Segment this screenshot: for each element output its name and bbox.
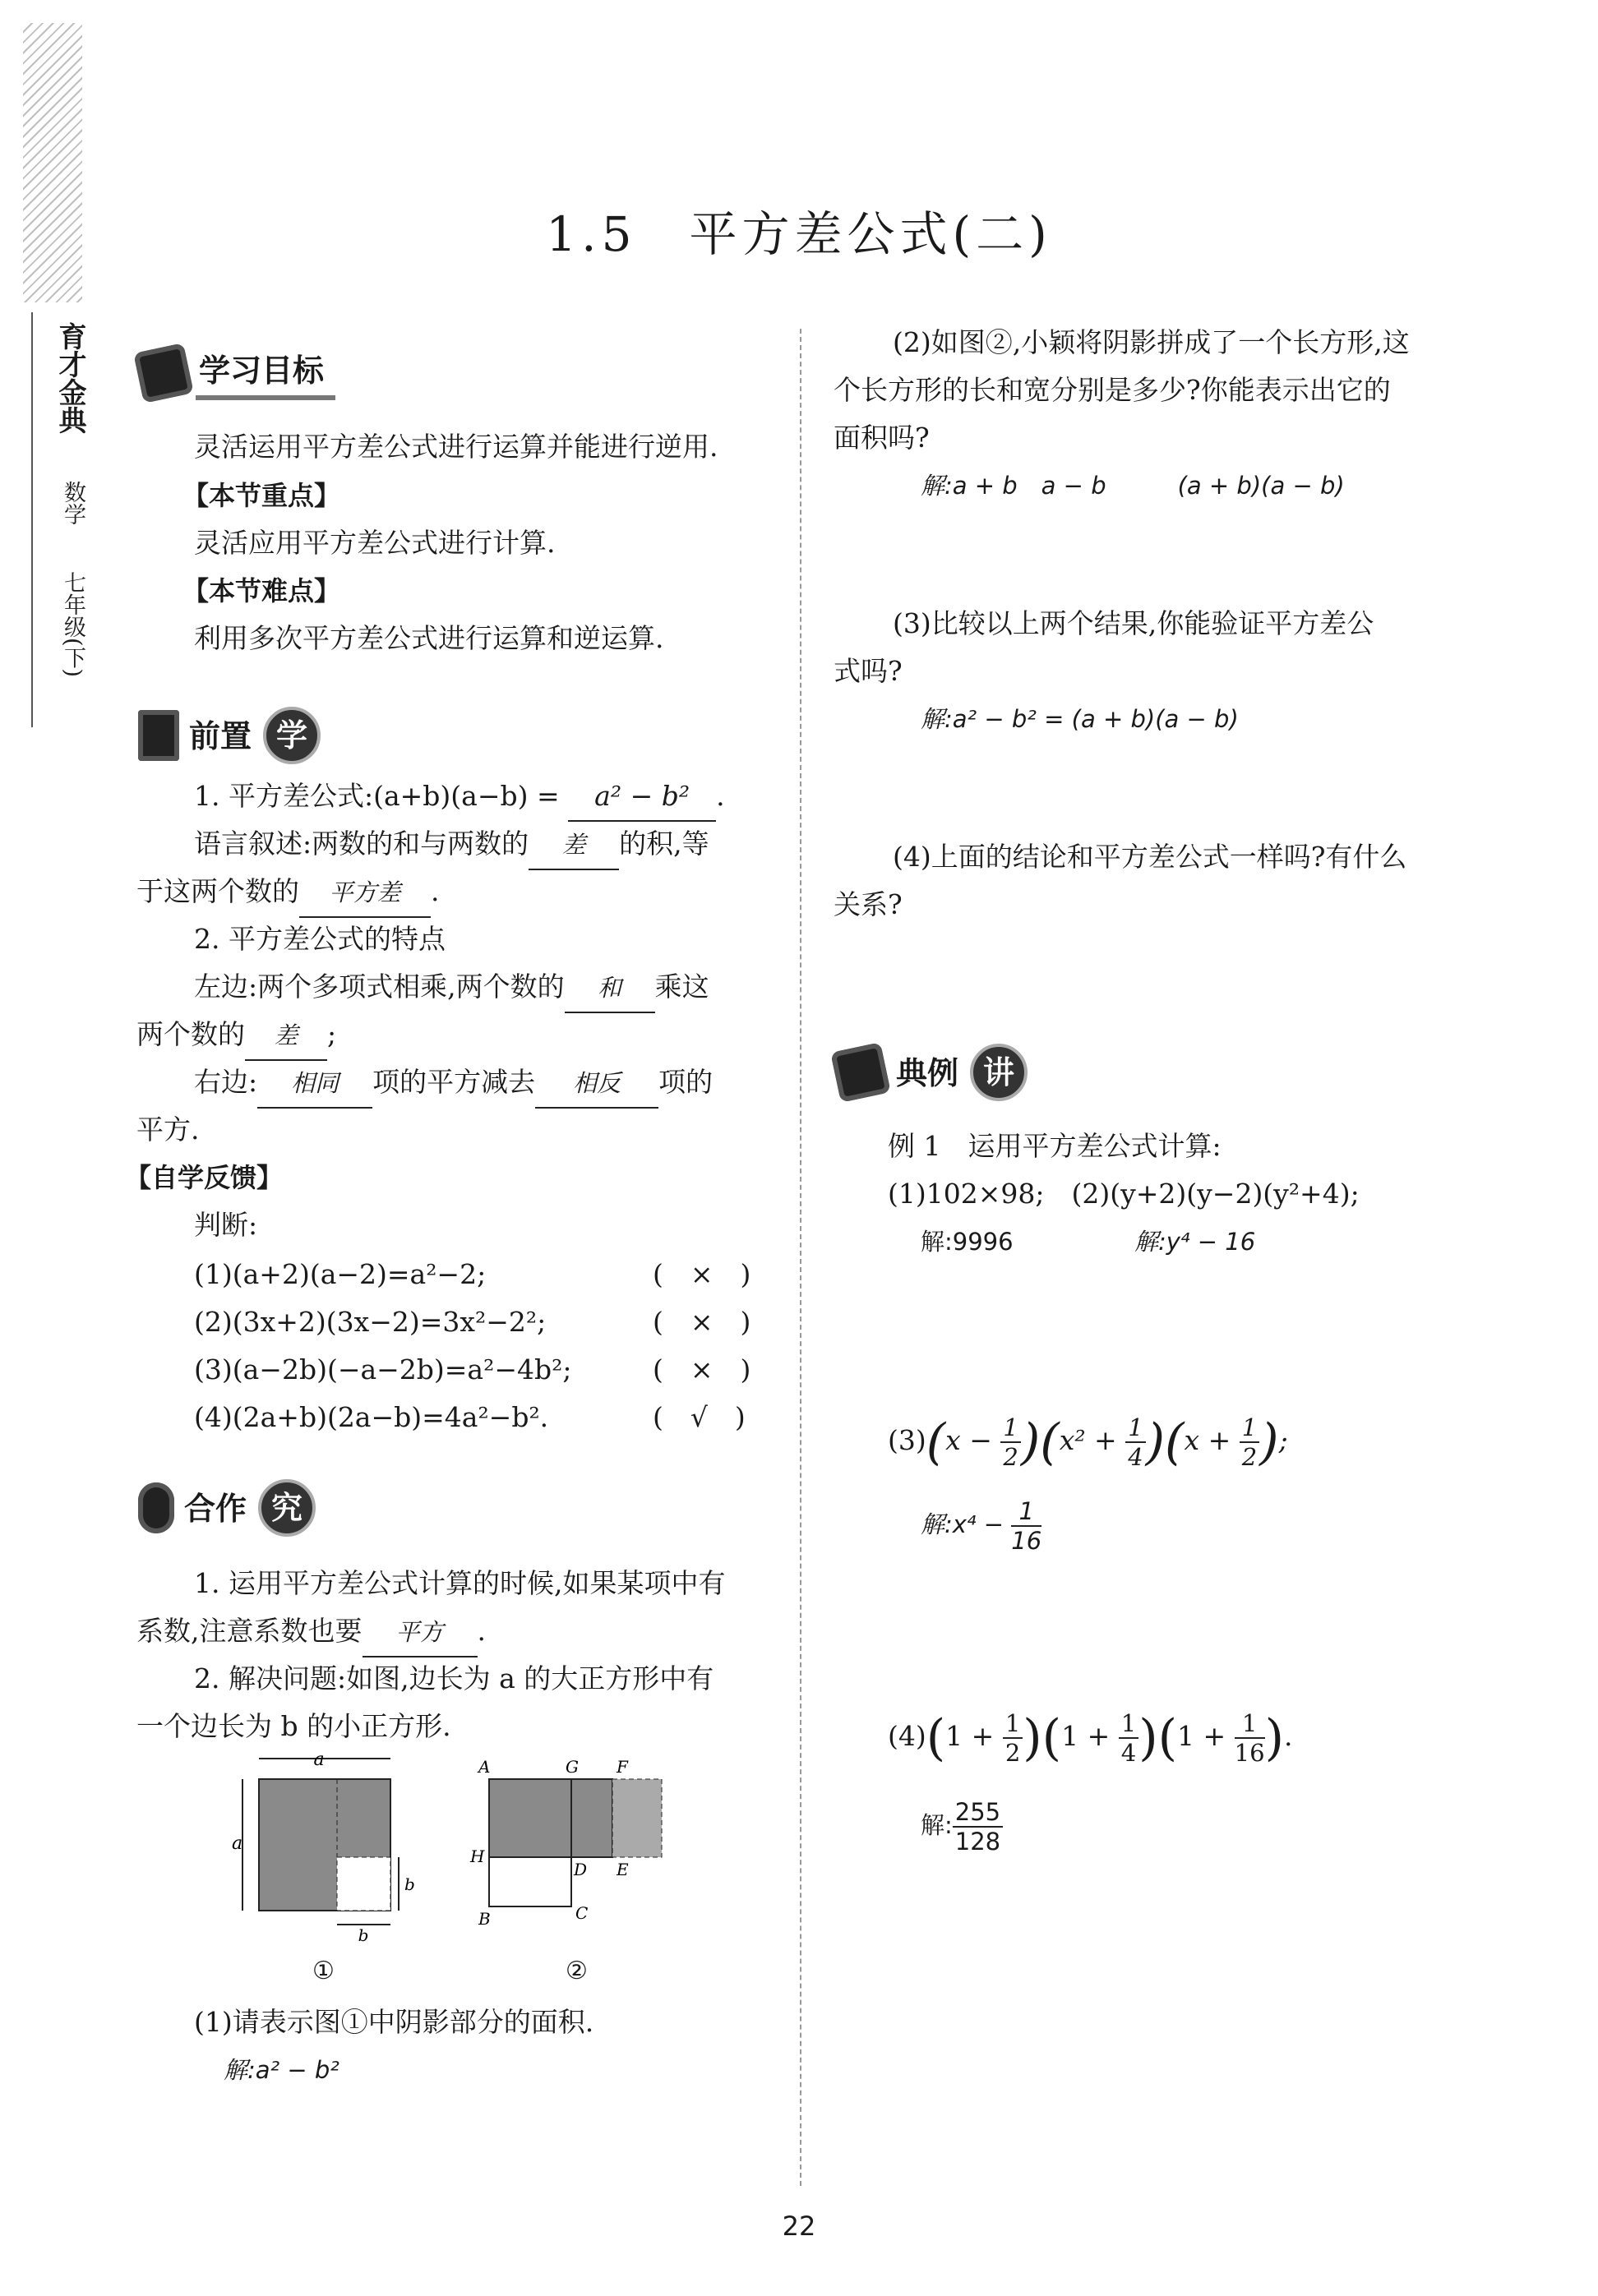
key-text: 灵活应用平方差公式进行计算. [194,527,556,559]
p1-answer: 解:a² − b² [224,2056,339,2084]
figure-2 [469,1750,690,1948]
numerator: 1 [1235,1709,1265,1739]
p3b-line: 式吗? [834,655,903,687]
lang-answer-2: 平方差 [299,869,431,918]
paren: )( [1138,1709,1178,1767]
coop-badge [138,1479,316,1537]
list-item [194,1346,769,1394]
left2-text: 两个数的 [136,1018,245,1050]
p4b-line: 关系? [834,888,903,920]
pre-study-label: 前置 [189,717,252,754]
judge-mark: × [690,1258,714,1290]
q2-line: 2. 平方差公式的特点 [194,923,446,955]
moved-rect [612,1779,662,1857]
list-item [194,1251,769,1298]
numerator: 1 [1240,1413,1259,1443]
ex3-term2: x² + [1059,1424,1126,1456]
figure-2-label: ② [566,1957,588,1985]
pre-study-circle: 学 [263,707,321,764]
lang2-line [136,868,440,918]
coop-circle: 究 [258,1479,316,1537]
fraction [1125,1413,1145,1471]
lang2-text: 于这两个数的 [136,875,299,907]
ex1-title: 例 1 运用平方差公式计算: [888,1130,1222,1162]
numerator: 1 [1003,1709,1023,1739]
small-square [337,1857,390,1911]
numerator: 1 [1119,1709,1138,1739]
fraction [1011,1497,1041,1555]
judge-mark: √ [690,1401,708,1433]
p3a-line: (3)比较以上两个结果,你能验证平方差公 [893,607,1374,639]
fraction [1119,1709,1138,1767]
fraction [1235,1709,1265,1767]
list-item [194,1394,769,1441]
c1b-text: 系数,注意系数也要 [136,1615,363,1647]
q1-line [194,772,725,822]
judge-list [194,1251,769,1441]
ex4-expression [888,1709,1292,1767]
ex3-answer-text: 解:x⁴ − [921,1510,1012,1538]
judge-mark: × [690,1306,714,1338]
denominator: 16 [1234,1739,1265,1767]
label-b-bottom: b [358,1925,369,1945]
right-side-mid: 项的平方减去 [372,1066,536,1098]
paren: ( [926,1709,946,1767]
lang-line [194,820,709,870]
ex4-answer [921,1798,1003,1856]
paren: ) [1259,1413,1279,1471]
judge-mark: × [690,1353,714,1385]
right-side-line [194,1058,713,1109]
p2-answer: 解:a + b a − b (a + b)(a − b) [921,472,1345,500]
denominator: 4 [1128,1443,1143,1471]
c1-line: 1. 运用平方差公式计算的时候,如果某项中有 [194,1567,726,1599]
c1b-line [136,1607,486,1657]
ex1-answer-2: 解:y⁴ − 16 [1134,1228,1256,1256]
judge-brackets: ( × ) [653,1306,751,1338]
example-circle: 讲 [970,1044,1028,1101]
ex3-expression [888,1413,1288,1471]
empty-rect [489,1857,571,1906]
label-G: G [566,1757,579,1777]
denominator: 2 [1241,1443,1258,1471]
q1-end: . [716,780,725,812]
left-side-end: 乘这 [654,970,709,1003]
label-b-right: b [404,1874,415,1894]
spine-line [31,312,33,727]
lang-text: 语言叙述:两数的和与两数的 [194,828,529,860]
p4a-line: (4)上面的结论和平方差公式一样吗?有什么 [893,841,1407,873]
q1-answer: a² − b² [568,772,716,822]
figure-1-label: ① [312,1957,335,1985]
label-a-left: a [232,1833,243,1854]
numerator: 1 [1011,1497,1041,1527]
ex3-term3: x + [1184,1424,1240,1456]
right-side-answer-2: 相反 [535,1059,658,1109]
left-side-line [194,963,709,1013]
key-heading: 【本节重点】 [182,480,341,511]
fraction [1003,1709,1023,1767]
fraction [953,1798,1003,1856]
goal-text: 灵活运用平方差公式进行运算并能进行逆用. [194,431,718,463]
numerator: 1 [1000,1413,1020,1443]
lang-answer-1: 差 [529,821,619,870]
paren: )( [1023,1709,1062,1767]
lang2-end: . [431,875,440,907]
thinking-person-icon [138,1482,174,1533]
ex3-label: (3) [888,1424,926,1456]
cube-icon [133,343,194,403]
p3-answer: 解:a² − b² = (a + b)(a − b) [921,705,1239,733]
label-A: A [478,1757,491,1777]
fraction [1000,1413,1020,1471]
ex1-items: (1)102×98; (2)(y+2)(y−2)(y²+4); [888,1178,1360,1210]
left2-end: ; [327,1018,337,1050]
p2a-line: (2)如图②,小颖将阴影拼成了一个长方形,这 [893,326,1410,358]
left-side-answer-2: 差 [245,1012,327,1061]
paren: )( [1145,1413,1185,1471]
difficulty-text: 利用多次平方差公式进行运算和逆运算. [194,622,664,654]
ex4-end: . [1283,1720,1293,1752]
left-side-line-2 [136,1011,336,1061]
spine-subject: 数学 [60,481,85,525]
list-item [194,1298,769,1346]
paren: )( [1020,1413,1060,1471]
label-H: H [470,1846,485,1866]
fraction [1240,1413,1259,1471]
judge-brackets: ( √ ) [653,1401,746,1433]
paren: ( [926,1413,946,1471]
paren: ) [1264,1709,1284,1767]
ex3-answer [921,1497,1041,1555]
p1-line: (1)请表示图①中阴影部分的面积. [194,2006,594,2038]
ex4-label: (4) [888,1720,926,1752]
checkmark-person-icon [138,710,179,761]
judge-expr: (4)(2a+b)(2a−b)=4a²−b². [194,1401,549,1433]
ex4-term3: 1 + [1177,1720,1235,1752]
goals-badge [138,345,335,400]
c2b-line: 一个边长为 b 的小正方形. [136,1710,451,1742]
c1-answer: 平方 [363,1608,478,1657]
right-side-text: 右边: [194,1066,258,1098]
right-side-answer-1: 相同 [257,1059,372,1109]
numerator: 1 [1125,1413,1145,1443]
label-E: E [617,1860,629,1879]
ex3-end: ; [1278,1424,1288,1456]
judge-expr: (3)(a−2b)(−a−2b)=a²−4b²; [194,1353,572,1385]
label-D: D [574,1860,588,1879]
difficulty-heading: 【本节难点】 [182,575,341,606]
p2c-line: 面积吗? [834,422,930,454]
ex3-term1: x − [945,1424,1001,1456]
label-a-top: a [313,1750,325,1770]
page-title: 1.5 平方差公式(二) [546,206,1052,262]
denominator: 128 [954,1828,1001,1856]
ex4-term2: 1 + [1061,1720,1119,1752]
c2a-line: 2. 解决问题:如图,边长为 a 的大正方形中有 [194,1662,714,1694]
coop-label: 合作 [184,1490,247,1527]
denominator: 4 [1120,1739,1137,1767]
c1-end: . [477,1615,486,1647]
left-side-answer-1: 和 [565,964,655,1013]
figure-1 [230,1750,427,1948]
denominator: 2 [1005,1739,1021,1767]
feedback-heading: 【自学反馈】 [125,1162,284,1193]
example-label: 典例 [896,1054,959,1091]
judge-expr: (2)(3x+2)(3x−2)=3x²−2²; [194,1306,547,1338]
goals-badge-label: 学习目标 [196,345,335,400]
page-number: 22 [782,2211,816,2242]
ex1-answer-1: 解:9996 [921,1228,1014,1256]
column-divider [800,329,801,2186]
judge-brackets: ( × ) [653,1353,751,1385]
spine-grade: 七年级(下) [60,571,85,678]
example-badge [835,1044,1028,1101]
judge-label: 判断: [194,1209,258,1241]
denominator: 2 [1003,1443,1018,1471]
label-F: F [617,1757,628,1777]
label-B: B [478,1909,491,1929]
shaded-rect [489,1779,612,1857]
judge-brackets: ( × ) [653,1258,751,1290]
spine-brand: 育才金典 [53,322,86,434]
pre-study-badge [138,707,321,764]
q1-text: 1. 平方差公式:(a+b)(a−b) = [194,780,569,812]
lang-end: 的积,等 [619,828,709,860]
right-side-line-2: 平方. [136,1113,200,1146]
label-C: C [575,1903,589,1923]
ex4-term1: 1 + [945,1720,1003,1752]
left-side-text: 左边:两个多项式相乘,两个数的 [194,970,565,1003]
cube-icon [830,1042,891,1103]
numerator: 255 [953,1798,1003,1828]
p2b-line: 个长方形的长和宽分别是多少?你能表示出它的 [834,374,1391,406]
judge-expr: (1)(a+2)(a−2)=a²−2; [194,1258,487,1290]
right-side-end: 项的 [658,1066,714,1098]
denominator: 16 [1011,1527,1042,1555]
ex4-answer-text: 解: [921,1811,953,1839]
